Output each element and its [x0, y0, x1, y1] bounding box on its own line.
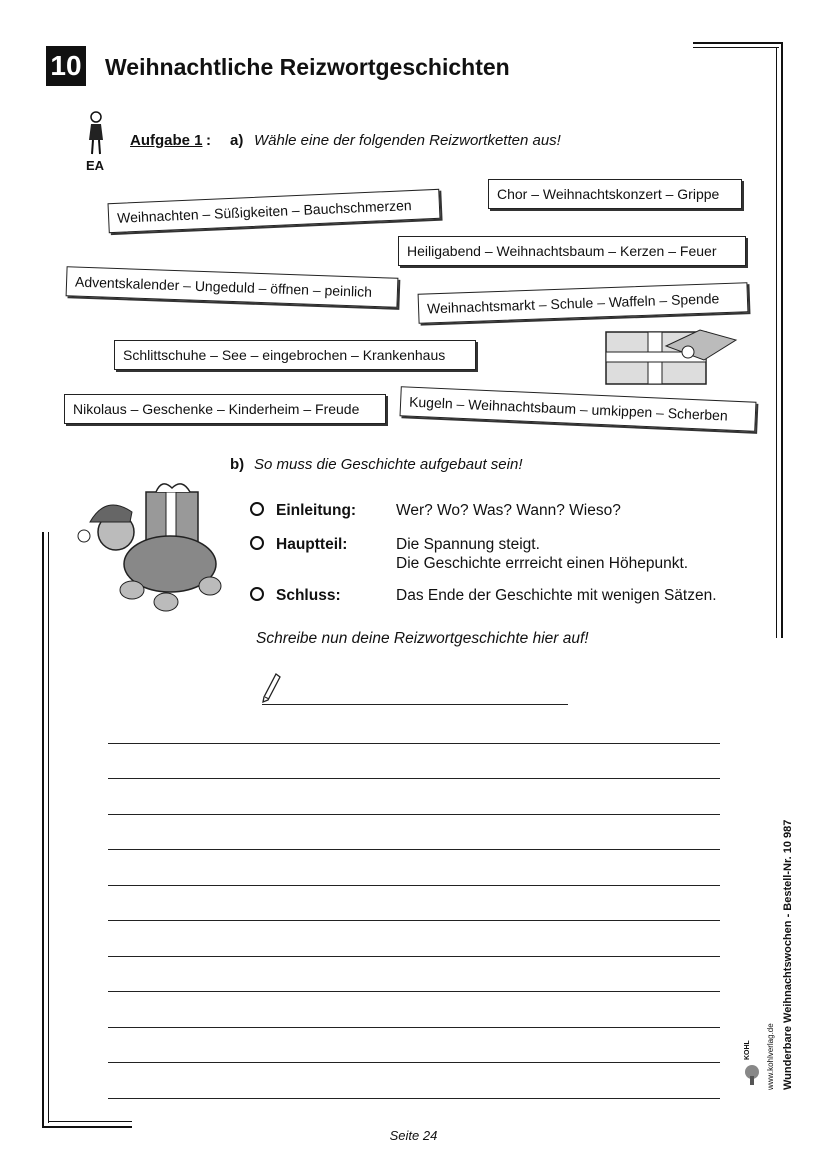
structure-desc-2: Die Geschichte errreicht einen Höhepunkt. — [396, 555, 689, 572]
page-number: Seite 24 — [389, 1128, 438, 1143]
frame-top — [693, 42, 783, 44]
writing-line[interactable] — [108, 956, 720, 957]
writing-line[interactable] — [108, 849, 720, 850]
structure-desc: Das Ende der Geschichte mit wenigen Sätzen. — [396, 587, 717, 604]
gift-box-icon — [604, 326, 738, 386]
structure-einleitung — [250, 502, 621, 521]
writing-line[interactable] — [108, 814, 720, 815]
structure-desc: Wer? Wo? Was? Wann? Wieso? — [396, 502, 621, 519]
task-a-text: Wähle eine der folgenden Reizwortketten aus! — [254, 132, 561, 149]
write-prompt: Schreibe nun deine Reizwortgeschichte hier auf! — [256, 630, 589, 647]
chain-weihnachtsmarkt: Weihnachtsmarkt – Schule – Waffeln – Spende — [418, 282, 749, 323]
writing-line[interactable] — [108, 885, 720, 886]
chain-weihnachten: Weihnachten – Süßigkeiten – Bauchschmerzen — [108, 189, 441, 233]
tree-logo-icon — [742, 1064, 762, 1086]
writing-line[interactable] — [108, 1098, 720, 1099]
writing-line[interactable] — [108, 1062, 720, 1063]
writing-line[interactable] — [108, 991, 720, 992]
structure-term: Einleitung: — [276, 502, 357, 519]
chain-adventskalender: Adventskalender – Ungeduld – öffnen – peinlich — [66, 266, 399, 308]
frame-right — [781, 42, 783, 638]
task-colon: : — [206, 132, 211, 149]
structure-schluss — [250, 587, 717, 606]
frame-right-inner — [776, 47, 777, 638]
page-title: Weihnachtliche Reizwortgeschichten — [105, 54, 510, 80]
chapter-number: 10 — [46, 46, 86, 86]
title-writing-line[interactable] — [262, 704, 568, 705]
structure-term: Schluss: — [276, 587, 341, 604]
bullet-icon — [250, 587, 264, 601]
chain-chor: Chor – Weihnachtskonzert – Grippe — [488, 179, 742, 209]
pencil-icon — [260, 672, 282, 704]
task-b-text: So muss die Geschichte aufgebaut sein! — [254, 456, 523, 473]
chain-nikolaus: Nikolaus – Geschenke – Kinderheim – Freude — [64, 394, 386, 424]
structure-hauptteil — [250, 536, 689, 572]
frame-top-inner — [693, 47, 779, 48]
structure-term: Hauptteil: — [276, 536, 348, 553]
frame-left — [42, 532, 44, 1128]
structure-desc: Die Spannung steigt. — [396, 536, 540, 553]
frame-left-inner — [48, 532, 49, 1123]
chain-heiligabend: Heiligabend – Weihnachtsbaum – Kerzen – Feuer — [398, 236, 746, 266]
task-a-label: a) — [230, 132, 244, 149]
frame-bottom-inner — [48, 1121, 132, 1122]
writing-line[interactable] — [108, 743, 720, 744]
bullet-icon — [250, 536, 264, 550]
chain-schlittschuhe: Schlittschuhe – See – eingebrochen – Krankenhaus — [114, 340, 476, 370]
ea-label: EA — [86, 158, 105, 173]
bullet-icon — [250, 502, 264, 516]
sidebar-order-text: Wunderbare Weihnachtswochen - Bestell-Nr. 10 987 — [782, 819, 794, 1090]
turtle-with-gift-icon — [72, 478, 226, 618]
sidebar-website: www.kohlverlag.de — [766, 1023, 775, 1090]
writing-line[interactable] — [108, 778, 720, 779]
publisher-logo: KOHL — [744, 1040, 751, 1060]
person-icon — [84, 110, 108, 156]
writing-line[interactable] — [108, 1027, 720, 1028]
writing-line[interactable] — [108, 920, 720, 921]
chain-kugeln: Kugeln – Weihnachtsbaum – umkippen – Scherben — [400, 386, 757, 431]
task-label: Aufgabe 1 — [130, 132, 203, 149]
task-b-label: b) — [230, 456, 245, 473]
